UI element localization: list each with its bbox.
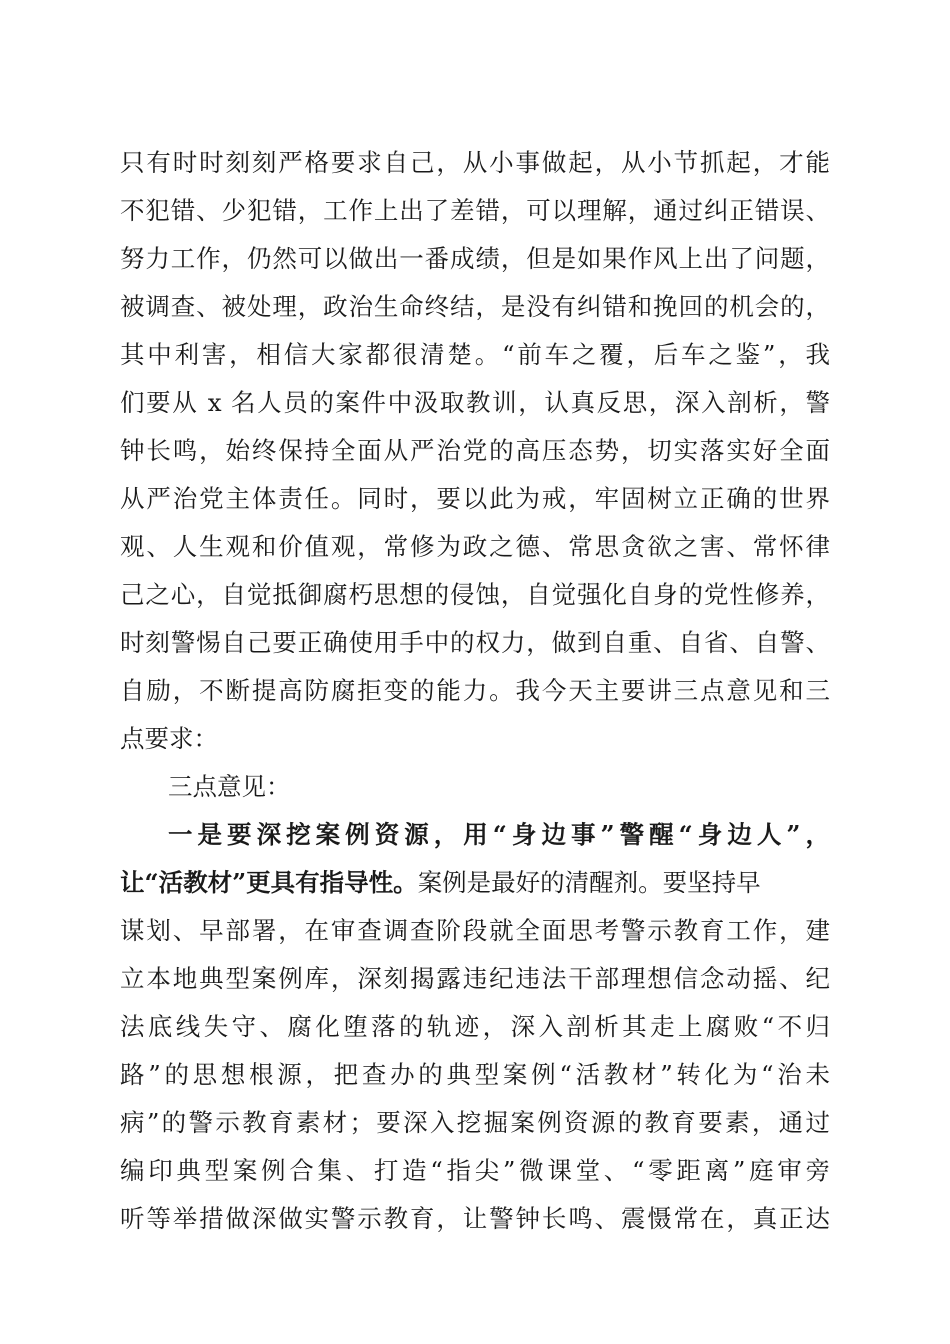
point-one-heading-line-2: 让“活教材”更具有指导性。 <box>120 868 418 897</box>
paragraph-line-12: 自励，不断提高防腐拒变的能力。我今天主要讲三点意见和三 <box>120 676 830 705</box>
paragraph-line-6: 们要从 x 名人员的案件中汲取教训，认真反思，深入剖析，警 <box>120 388 830 417</box>
point-one-line-6: 路”的思想根源，把查办的典型案例“活教材”转化为“治未 <box>120 1060 830 1089</box>
paragraph-line-4: 被调查、被处理，政治生命终结，是没有纠错和挽回的机会的， <box>120 292 830 321</box>
point-one-line-3: 谋划、早部署，在审查调查阶段就全面思考警示教育工作，建 <box>120 916 830 945</box>
point-one-body-start: 案例是最好的清醒剂。要坚持早 <box>417 868 761 897</box>
paragraph-line-5: 其中利害，相信大家都很清楚。“前车之覆，后车之鉴”，我 <box>120 340 830 369</box>
paragraph-line-13: 点要求： <box>120 724 218 753</box>
point-one-line-5: 法底线失守、腐化堕落的轨迹，深入剖析其走上腐败“不归 <box>120 1012 830 1041</box>
point-one-line-9: 听等举措做深做实警示教育，让警钟长鸣、震慑常在，真正达 <box>120 1204 830 1233</box>
paragraph-line-8: 从严治党主体责任。同时，要以此为戒，牢固树立正确的世界 <box>120 484 830 513</box>
paragraph-line-10: 己之心，自觉抵御腐朽思想的侵蚀，自觉强化自身的党性修养， <box>120 580 830 609</box>
paragraph-line-11: 时刻警惕自己要正确使用手中的权力，做到自重、自省、自警、 <box>120 628 830 657</box>
paragraph-line-2: 不犯错、少犯错，工作上出了差错，可以理解，通过纠正错误、 <box>120 196 830 225</box>
point-one-line-8: 编印典型案例合集、打造“指尖”微课堂、“零距离”庭审旁 <box>120 1156 830 1185</box>
point-one-line-4: 立本地典型案例库，深刻揭露违纪违法干部理想信念动摇、纪 <box>120 964 830 993</box>
point-one-line-7: 病”的警示教育素材；要深入挖掘案例资源的教育要素，通过 <box>120 1108 830 1137</box>
section-heading: 三点意见： <box>168 772 291 801</box>
paragraph-line-3: 努力工作，仍然可以做出一番成绩，但是如果作风上出了问题， <box>120 244 830 273</box>
point-one-line-2 <box>120 865 830 901</box>
paragraph-line-9: 观、人生观和价值观，常修为政之德、常思贪欲之害、常怀律 <box>120 532 830 561</box>
paragraph-line-1: 只有时时刻刻严格要求自己，从小事做起，从小节抓起，才能 <box>120 148 830 177</box>
paragraph-line-7: 钟长鸣，始终保持全面从严治党的高压态势，切实落实好全面 <box>120 436 830 465</box>
point-one-heading-line-1: 一是要深挖案例资源，用“身边事”警醒“身边人”， <box>168 820 830 849</box>
